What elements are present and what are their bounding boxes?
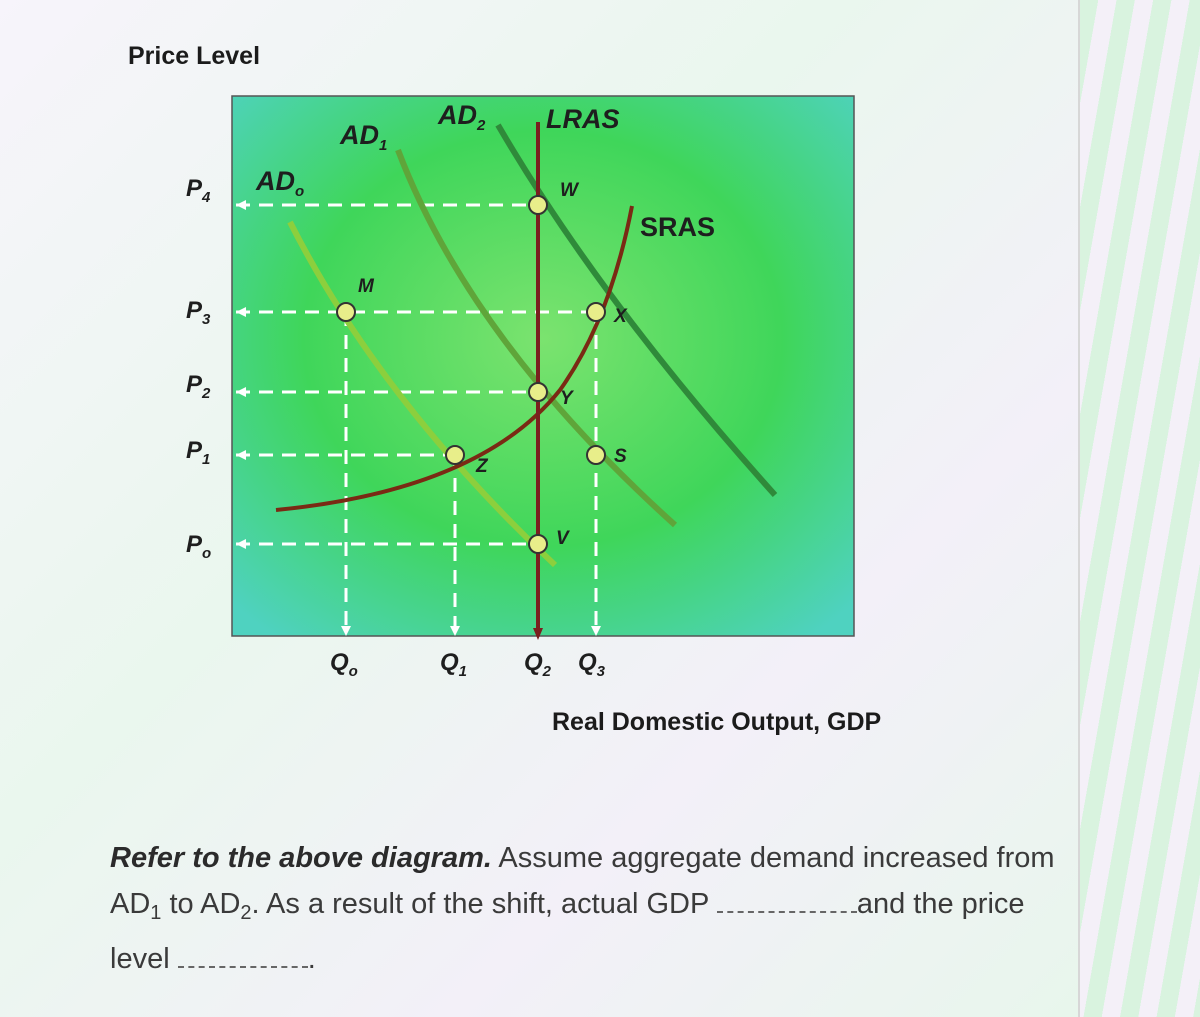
point-w [529,196,547,214]
gdp-answer-blank[interactable] [717,889,857,913]
price-level-answer-blank[interactable] [178,944,308,968]
question-to: to [161,888,201,920]
q3-label: $Q_3$ [578,649,606,680]
point-v-label: V [556,528,569,549]
p3-label: $P_3$ [186,297,211,328]
point-v [529,535,547,553]
p4-label: $P_4$ [186,175,211,206]
y-axis-title: Price Level [128,42,261,70]
question-line1: Assume aggregate demand increased from [491,842,1055,874]
question-lead: Refer to the above diagram. [110,842,492,874]
question-line2: . As a result of the shift, actual GDP [251,888,717,920]
question-text [110,835,1060,982]
point-y [529,383,547,401]
question-line3: level [110,943,178,975]
lras-label: LRAS [546,104,620,134]
p2-label: $P_2$ [186,371,211,402]
question-after-blank: and the price [856,888,1025,920]
question-end: . [307,943,316,975]
point-w-label: W [560,180,578,201]
point-s-label: S [614,446,627,467]
point-x [587,303,605,321]
side-panel [1080,0,1200,1017]
q2-label: $Q_2$ [524,649,552,680]
ad0-label: $AD_o$ [256,166,305,200]
point-z [446,446,464,464]
p0-label: $P_o$ [186,531,212,562]
ad2-label: $AD_2$ [438,100,486,134]
q1-label: $Q_1$ [440,649,468,680]
ad1-label: $AD_1$ [340,120,388,154]
point-m [337,303,355,321]
q0-label: $Q_o$ [330,649,358,680]
p1-label: $P_1$ [186,437,211,468]
point-z-label: Z [476,456,488,477]
ad2-text: $AD_2$ [200,888,252,924]
point-x-label: X [614,306,627,327]
point-m-label: M [358,276,374,297]
ad1-text: $AD_1$ [110,888,162,924]
point-s [587,446,605,464]
point-y-label: Y [560,388,573,409]
sras-label: SRAS [640,212,716,242]
x-axis-title: Real Domestic Output, GDP [552,708,882,736]
